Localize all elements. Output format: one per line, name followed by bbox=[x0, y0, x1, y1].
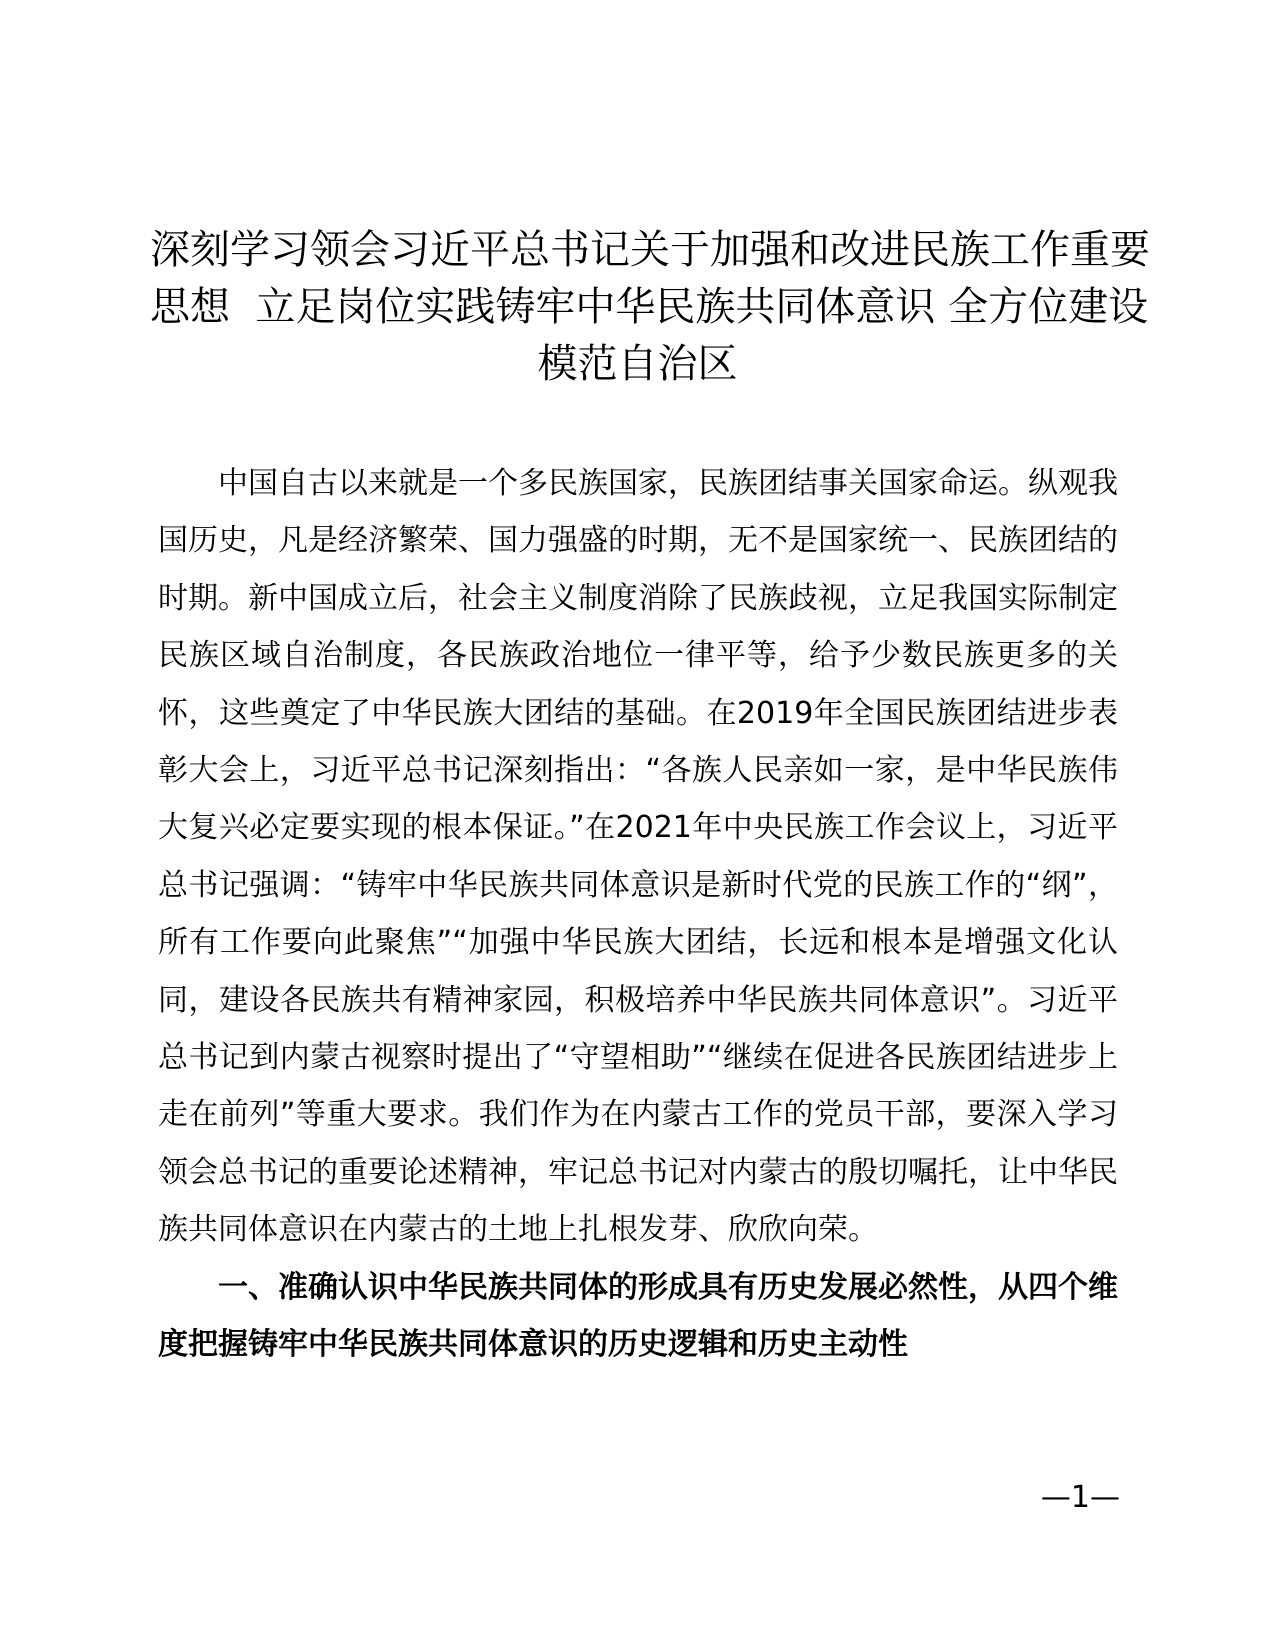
section-heading: 一、准确认识中华民族共同体的形成具有历史发展必然性，从四个维度把握铸牢中华民族共同体意识的历史逻辑和历史主动性 bbox=[158, 1269, 1118, 1363]
title-line-2: 思想 立足岗位实践铸牢中华民族共同体意识 全方位建设 bbox=[150, 284, 1149, 330]
title-line-1: 深刻学习领会习近平总书记关于加强和改进民族工作重要 bbox=[150, 227, 1150, 273]
title-line-3: 模范自治区 bbox=[537, 341, 738, 387]
document-body bbox=[158, 455, 1118, 1374]
body-paragraph: 中国自古以来就是一个多民族国家，民族团结事关国家命运。纵观我国历史，凡是经济繁荣、国力强盛的时期，无不是国家统一、民族团结的时期。新中国成立后，社会主义制度消除了民族歧视，立足我国实际制定民族区域自治制度，各民族政治地位一律平等，给予少数民族更多的关怀，这些奠定了中华民族大团结的基础。在2019年全国民族团结进步表彰大会上，习近平总书记深刻指出：“各族人民亲如一家，是中华民族伟大复兴必定要实现的根本保证。”在2021年中央民族工作会议上，习近平总书记强调：“铸牢中华民族共同体意识是新时代党的民族工作的“纲”，所有工作要向此聚焦”“加强中华民族大团结，长远和根本是增强文化认同，建设各民族共有精神家园，积极培养中华民族共同体意识”。习近平总书记到内蒙古视察时提出了“守望相助”“继续在促进各民族团结进步上走在前列”等重大要求。我们作为在内蒙古工作的党员干部，要深入学习领会总书记的重要论述精神，牢记总书记对内蒙古的殷切嘱托，让中华民族共同体意识在内蒙古的土地上扎根发芽、欣欣向荣。 bbox=[158, 466, 1118, 1248]
page-number: —1— bbox=[1040, 1480, 1120, 1515]
document-title bbox=[150, 222, 1150, 393]
